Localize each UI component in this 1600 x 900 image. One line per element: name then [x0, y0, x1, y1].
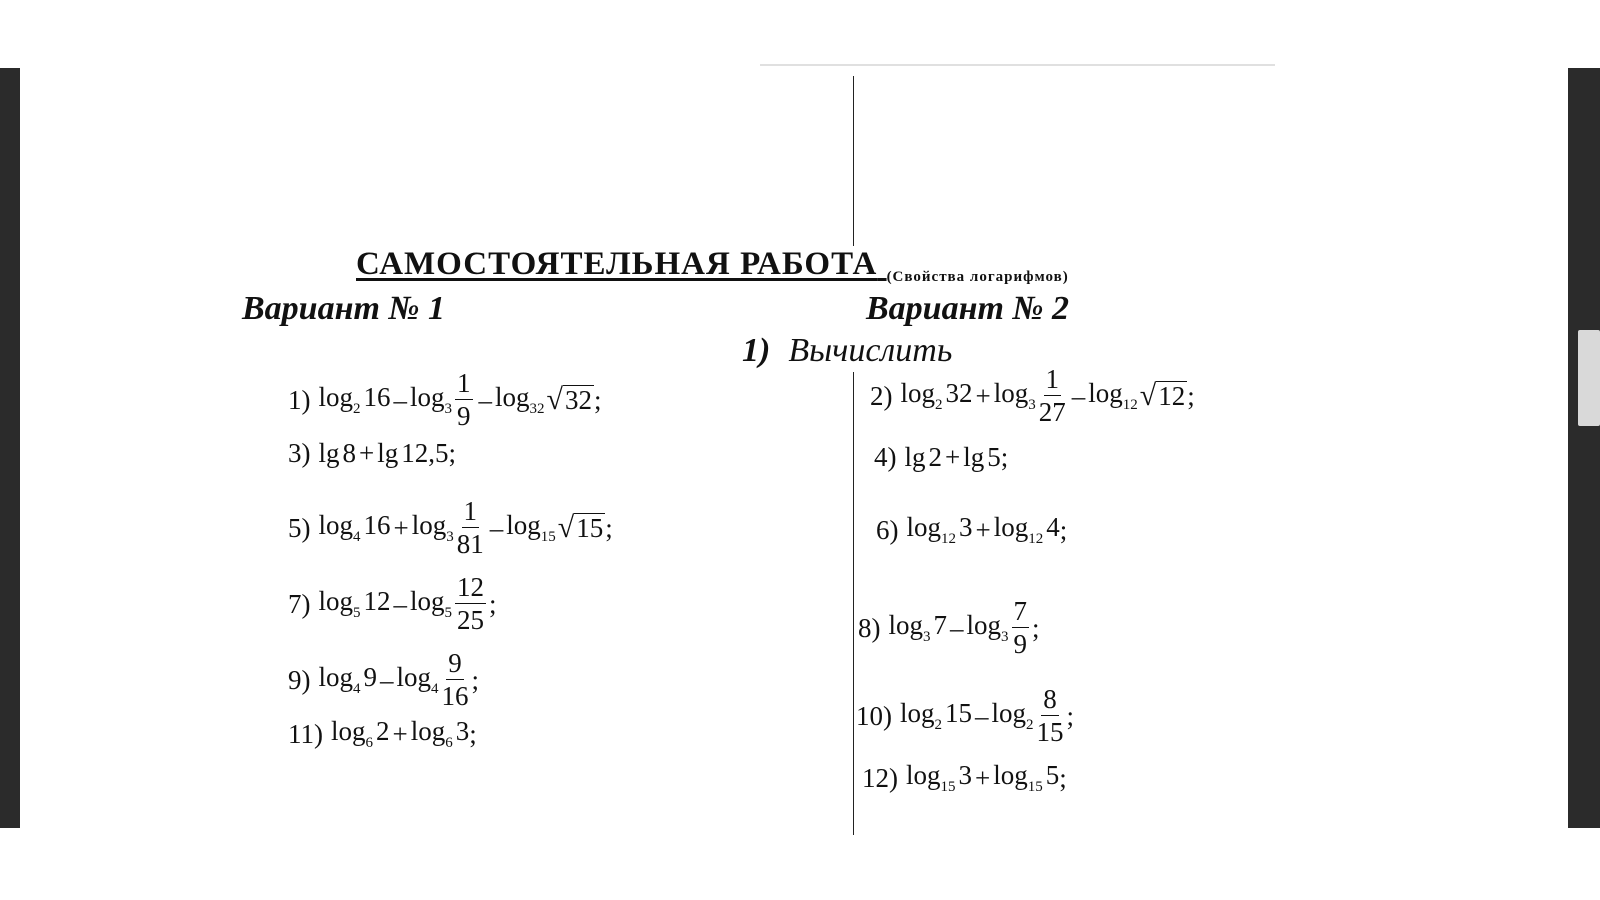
task-number: 1) — [742, 332, 771, 369]
log-function: log — [993, 512, 1029, 542]
log-term — [994, 378, 1036, 414]
log-base: 15 — [1027, 779, 1043, 795]
fraction-denominator: 25 — [457, 605, 485, 635]
terminator: ; — [1032, 612, 1040, 643]
log-argument: 5 — [987, 442, 1001, 472]
problem-number: 9) — [288, 664, 311, 695]
log-base: 15 — [940, 779, 956, 795]
fraction-denominator: 16 — [441, 681, 469, 711]
log-term — [319, 438, 357, 469]
radical-sign-icon: √ — [546, 383, 564, 417]
terminator: ; — [605, 512, 613, 543]
problem-number: 11) — [288, 718, 323, 749]
right-window-edge — [1568, 68, 1600, 828]
log-base: 3 — [446, 529, 454, 545]
log-function: log — [900, 698, 935, 728]
log-base: 32 — [529, 401, 545, 417]
operator: – — [975, 700, 989, 731]
log-function: log — [993, 378, 1029, 408]
operator: + — [975, 514, 991, 545]
operator: – — [380, 664, 394, 695]
log-base: 6 — [445, 735, 453, 751]
problem-9 — [288, 650, 479, 710]
problem-number: 10) — [856, 700, 892, 731]
problem-number: 12) — [862, 762, 898, 793]
radical-sign-icon: √ — [557, 511, 575, 545]
fraction — [1012, 598, 1030, 658]
square-root — [1140, 381, 1187, 412]
radicand: 32 — [565, 384, 593, 415]
log-term — [906, 760, 972, 796]
problem-number: 1) — [288, 384, 311, 415]
log-function: log — [906, 760, 941, 790]
log-term — [397, 662, 439, 698]
log-term — [319, 662, 378, 698]
fraction-numerator: 1 — [457, 368, 471, 398]
log-argument: 9 — [363, 662, 378, 692]
operator: + — [392, 718, 408, 749]
worksheet-title — [356, 246, 1069, 286]
log-term — [410, 586, 452, 622]
log-term — [993, 760, 1059, 796]
scrollbar-thumb[interactable] — [1578, 330, 1600, 426]
problem-number: 3) — [288, 438, 311, 468]
problem-3 — [288, 438, 456, 469]
top-rule — [760, 64, 1275, 66]
operator: + — [359, 438, 375, 468]
log-base: 3 — [444, 401, 453, 417]
fraction-numerator: 9 — [448, 648, 462, 678]
worksheet-page — [20, 68, 1568, 836]
problem-11 — [288, 716, 477, 752]
radicand: 12 — [1158, 380, 1186, 411]
log-function: log — [410, 586, 445, 616]
operator: + — [975, 762, 991, 793]
terminator: ; — [1059, 762, 1067, 793]
log-term — [907, 512, 973, 548]
log-function: log — [318, 662, 354, 692]
log-term — [889, 610, 948, 646]
log-argument: 3 — [455, 716, 470, 746]
log-argument: 8 — [342, 438, 357, 468]
log-argument: 15 — [945, 698, 973, 728]
log-function: lg — [963, 442, 985, 472]
log-function: log — [900, 378, 936, 408]
log-term — [506, 510, 556, 546]
log-base: 12 — [1028, 531, 1044, 547]
terminator: ; — [489, 588, 497, 619]
log-term — [319, 510, 391, 546]
log-function: log — [318, 586, 354, 616]
log-function: log — [410, 382, 445, 412]
problem-5 — [288, 498, 613, 558]
log-term — [967, 610, 1009, 646]
problem-7 — [288, 574, 497, 634]
fraction — [455, 574, 486, 634]
variant-2-heading: Вариант № 2 — [866, 290, 1070, 327]
log-argument: 2 — [928, 442, 943, 472]
fraction — [1037, 686, 1064, 746]
operator: + — [945, 442, 961, 472]
log-function: log — [906, 512, 942, 542]
log-argument: 32 — [945, 378, 973, 408]
log-function: log — [991, 698, 1027, 728]
log-argument: 7 — [933, 610, 948, 640]
title-main: САМОСТОЯТЕЛЬНАЯ РАБОТА — [356, 246, 878, 282]
log-base: 4 — [431, 681, 439, 697]
log-term — [411, 716, 470, 752]
fraction — [1039, 366, 1066, 426]
fraction — [455, 370, 473, 430]
problem-1 — [288, 370, 602, 430]
problem-number: 4) — [874, 442, 897, 472]
log-base: 5 — [444, 605, 453, 621]
log-term — [1088, 378, 1138, 414]
log-base: 3 — [1001, 629, 1009, 645]
log-term — [331, 716, 390, 752]
title-subtitle: (Свойства логарифмов) — [886, 269, 1069, 285]
log-function: log — [495, 382, 530, 412]
fraction-numerator: 1 — [1045, 364, 1060, 394]
problem-2 — [870, 366, 1195, 426]
log-base: 3 — [923, 629, 931, 645]
log-function: log — [1088, 378, 1123, 408]
problem-number: 5) — [288, 512, 311, 543]
operator: – — [478, 384, 493, 415]
column-divider — [853, 372, 854, 835]
terminator: ; — [1187, 380, 1195, 411]
log-function: lg — [377, 438, 399, 468]
log-argument: 3 — [958, 760, 973, 790]
fraction-numerator: 1 — [463, 496, 478, 526]
problem-4 — [874, 442, 1008, 473]
operator: – — [950, 612, 964, 643]
log-function: log — [993, 760, 1028, 790]
log-function: lg — [904, 442, 926, 472]
problem-number: 8) — [858, 612, 881, 643]
square-root — [547, 385, 594, 416]
task-text: Вычислить — [788, 332, 953, 369]
log-term — [992, 698, 1034, 734]
fraction-denominator: 27 — [1038, 397, 1066, 427]
left-window-edge — [0, 68, 20, 828]
log-argument: 2 — [376, 716, 390, 746]
log-term — [901, 378, 973, 414]
terminator: ; — [594, 384, 602, 415]
log-function: log — [888, 610, 924, 640]
column-divider-top — [853, 76, 854, 246]
log-term — [412, 510, 454, 546]
variant-1-heading: Вариант № 1 — [242, 290, 446, 327]
log-term — [900, 698, 972, 734]
log-base: 2 — [1026, 717, 1034, 733]
log-argument: 4 — [1046, 512, 1060, 542]
log-argument: 16 — [363, 510, 391, 540]
fraction-denominator: 9 — [457, 401, 471, 431]
fraction-numerator: 8 — [1043, 684, 1057, 714]
operator: – — [393, 588, 408, 619]
operator: – — [489, 512, 504, 543]
log-base: 6 — [365, 735, 374, 751]
problem-6 — [876, 512, 1067, 548]
fraction-denominator: 15 — [1036, 717, 1064, 747]
fraction-numerator: 7 — [1013, 596, 1028, 626]
log-argument: 12,5 — [401, 438, 449, 468]
log-function: log — [318, 510, 354, 540]
log-term — [410, 382, 452, 418]
problem-number: 6) — [876, 514, 899, 545]
log-function: log — [410, 716, 446, 746]
radicand: 15 — [576, 512, 604, 543]
log-argument: 12 — [363, 586, 391, 616]
log-argument: 3 — [959, 512, 973, 542]
operator: – — [1071, 380, 1086, 411]
log-base: 2 — [935, 397, 943, 413]
problem-12 — [862, 760, 1067, 796]
fraction — [442, 650, 469, 710]
log-base: 5 — [353, 605, 361, 621]
log-argument: 5 — [1045, 760, 1060, 790]
log-argument: 16 — [363, 382, 391, 412]
terminator: ; — [471, 664, 480, 695]
log-function: log — [966, 610, 1002, 640]
log-base: 3 — [1028, 397, 1036, 413]
log-base: 2 — [934, 717, 943, 733]
terminator: ; — [448, 438, 457, 468]
log-term — [377, 438, 448, 469]
terminator: ; — [1059, 514, 1068, 545]
log-function: log — [331, 716, 366, 746]
log-base: 2 — [353, 401, 361, 417]
log-base: 12 — [941, 531, 957, 547]
terminator: ; — [469, 718, 477, 749]
log-term — [495, 382, 545, 418]
problem-number: 2) — [870, 380, 893, 411]
terminator: ; — [1000, 442, 1009, 472]
log-function: log — [396, 662, 432, 692]
terminator: ; — [1066, 700, 1075, 731]
problem-8 — [858, 598, 1040, 658]
log-term — [905, 442, 943, 473]
square-root — [558, 513, 605, 544]
log-base: 12 — [1122, 397, 1138, 413]
log-term — [319, 586, 391, 622]
fraction-denominator: 9 — [1013, 629, 1028, 659]
log-base: 4 — [353, 529, 361, 545]
log-function: lg — [318, 438, 340, 468]
problem-number: 7) — [288, 588, 311, 619]
radical-sign-icon: √ — [1139, 379, 1157, 413]
log-function: log — [318, 382, 354, 412]
task-heading — [742, 332, 952, 370]
log-base: 4 — [353, 681, 361, 697]
operator: – — [393, 384, 408, 415]
log-function: log — [506, 510, 541, 540]
log-base: 15 — [540, 529, 556, 545]
operator: + — [975, 380, 991, 411]
operator: + — [393, 512, 409, 543]
problem-10 — [856, 686, 1074, 746]
log-function: log — [411, 510, 447, 540]
fraction-numerator: 12 — [457, 572, 485, 602]
fraction — [457, 498, 484, 558]
log-term — [963, 442, 1001, 473]
log-term — [319, 382, 391, 418]
log-term — [994, 512, 1060, 548]
fraction-denominator: 81 — [456, 529, 484, 559]
